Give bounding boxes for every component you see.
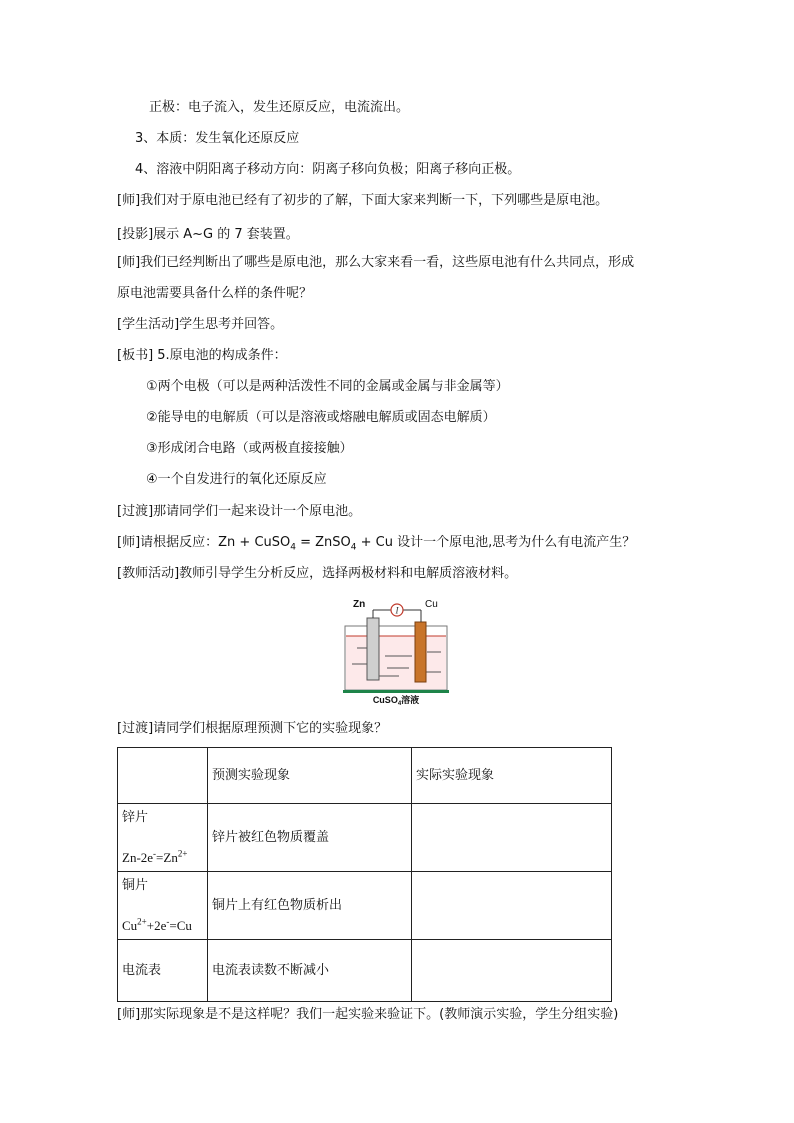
formula-sup: - [166, 916, 170, 927]
table-cell: 铜片上有红色物质析出 [208, 872, 412, 940]
text-line: 4、溶液中阴阳离子移动方向：阴离子移向负极；阳离子移向正极。 [135, 162, 521, 177]
caption-sub: 4 [397, 701, 402, 706]
table-row [118, 804, 612, 872]
galvanic-cell-figure [337, 596, 455, 706]
text-line: [教师活动]教师引导学生分析反应，选择两极材料和电解质溶液材料。 [117, 566, 518, 581]
table-header-cell [118, 748, 208, 804]
galvanic-cell-diagram [337, 596, 455, 706]
subscript: 4 [350, 542, 357, 553]
text-line: [投影]展示 A~G 的 7 套装置。 [117, 227, 299, 242]
text-line: ①两个电极（可以是两种活泼性不同的金属或金属与非金属等） [146, 379, 509, 394]
solution [346, 636, 446, 689]
table-row [118, 940, 612, 1002]
text-line: [师]我们对于原电池已经有了初步的了解，下面大家来判断一下，下列哪些是原电池。 [117, 193, 609, 208]
text-line: [过渡]请同学们根据原理预测下它的实验现象？ [117, 721, 388, 736]
row-formula [122, 849, 203, 867]
formula-part: Zn-2e [122, 849, 154, 865]
formula-sup: - [153, 848, 157, 859]
table-cell [118, 804, 208, 872]
table-header-row [118, 748, 612, 804]
text-span: = ZnSO [295, 535, 351, 550]
table-cell [412, 872, 612, 940]
subscript: 4 [290, 542, 296, 553]
text-line [117, 533, 635, 553]
formula-part: +2e [146, 917, 167, 933]
table-cell [118, 872, 208, 940]
text-line: [师]那实际现象是不是这样呢？我们一起实验来验证下。(教师演示实验，学生分组实验) [117, 1007, 619, 1022]
text-line: [师]我们已经判断出了哪些是原电池，那么大家来看一看，这些原电池有什么共同点，形成 [117, 255, 635, 270]
caption-part: 溶液 [401, 695, 420, 705]
formula-part: =Cu [169, 917, 192, 933]
text-span: + Cu 设计一个原电池,思考为什么有电流产生？ [356, 535, 636, 550]
beaker-base [343, 690, 449, 693]
formula-part: =Zn [156, 849, 178, 865]
formula-sup: 2+ [177, 848, 188, 859]
table-cell: 锌片被红色物质覆盖 [208, 804, 412, 872]
cu-electrode [415, 622, 426, 682]
table-cell [412, 804, 612, 872]
table-row [118, 872, 612, 940]
zn-label: Zn [353, 599, 366, 610]
table-cell: 电流表 [118, 940, 208, 1002]
text-line: [板书] 5.原电池的构成条件： [117, 348, 287, 363]
cu-label: Cu [425, 599, 438, 610]
text-line: 原电池需要具备什么样的条件呢？ [117, 286, 313, 301]
text-line: 3、本质：发生氧化还原反应 [135, 131, 300, 146]
figure-caption [373, 694, 419, 706]
formula-sup: 2+ [137, 916, 147, 927]
text-span: [师]请根据反应：Zn + CuSO [117, 535, 291, 550]
row-label [122, 809, 203, 867]
experiment-table [117, 747, 612, 1002]
formula-part: Cu [122, 917, 138, 933]
ammeter-symbol: I [395, 605, 399, 616]
text-line: 正极：电子流入，发生还原反应，电流流出。 [149, 100, 410, 115]
text-line: [学生活动]学生思考并回答。 [117, 317, 284, 332]
caption-part: CuSO [372, 695, 398, 705]
table-cell: 电流表读数不断减小 [208, 940, 412, 1002]
table-header-cell: 实际实验现象 [412, 748, 612, 804]
text-line: [过渡]那请同学们一起来设计一个原电池。 [117, 504, 362, 519]
text-line: ②能导电的电解质（可以是溶液或熔融电解质或固态电解质） [146, 410, 496, 425]
table-cell [412, 940, 612, 1002]
text-line: ③形成闭合电路（或两极直接接触） [146, 441, 353, 456]
row-formula [122, 917, 203, 935]
row-label [122, 877, 203, 935]
row-label-text: 铜片 [122, 877, 149, 893]
row-label-text: 锌片 [122, 809, 149, 825]
table-header-cell: 预测实验现象 [208, 748, 412, 804]
text-line: ④一个自发进行的氧化还原反应 [146, 472, 327, 487]
zn-electrode [367, 618, 379, 680]
